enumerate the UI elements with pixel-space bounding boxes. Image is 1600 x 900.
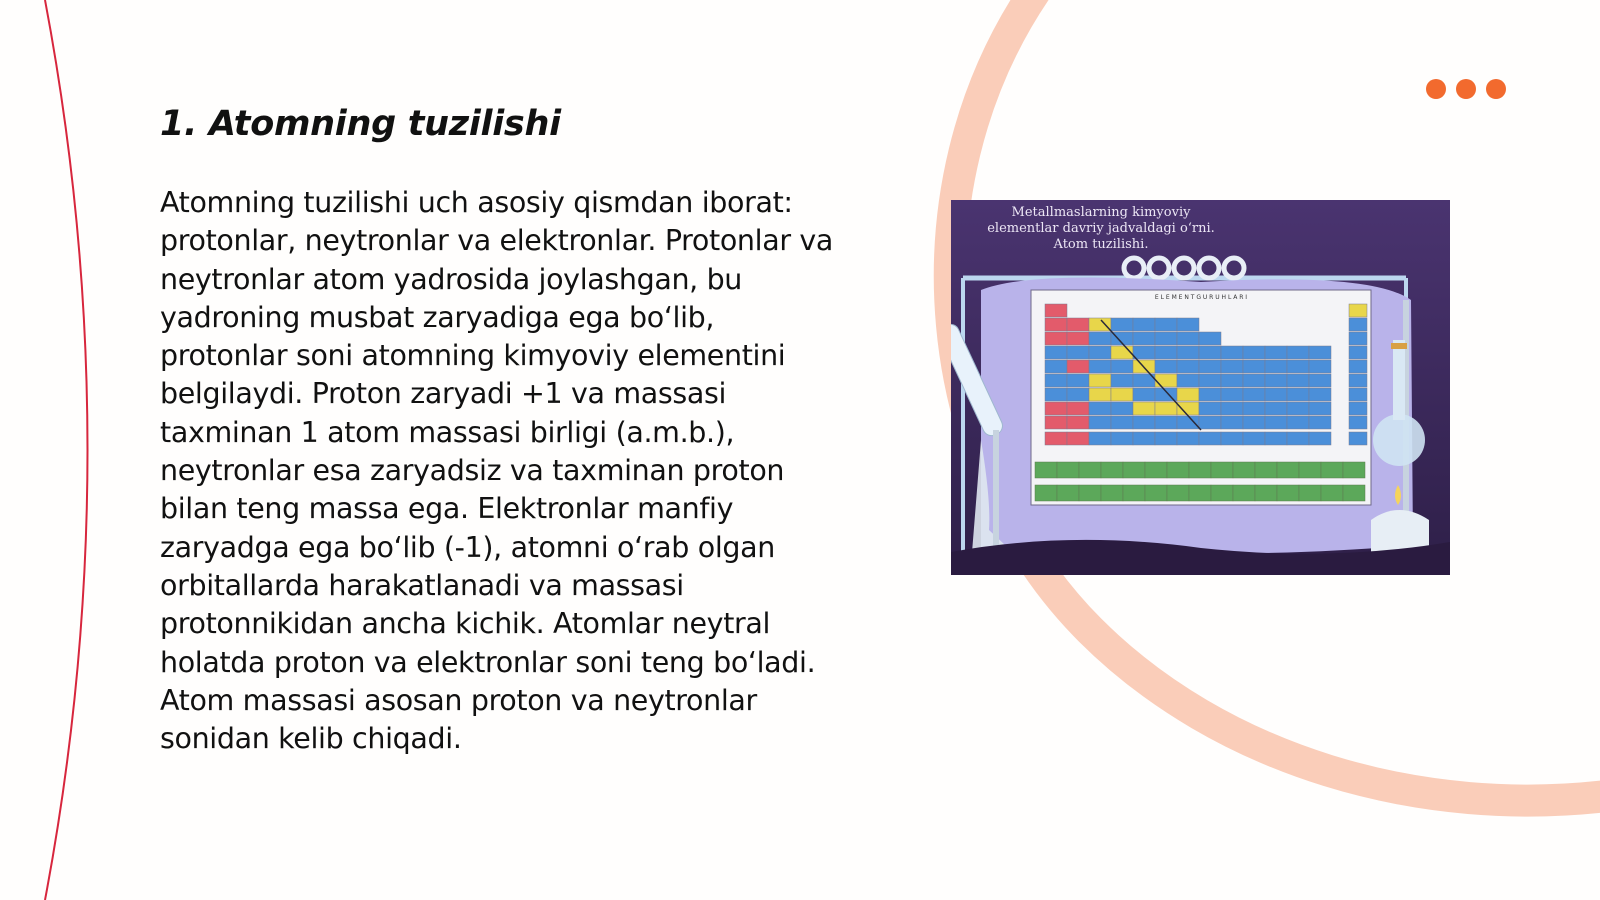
periodic-table-illustration: [951, 200, 1450, 575]
dot-icon: [1486, 79, 1506, 99]
left-accent-line: [45, 0, 88, 900]
slide-body-text: Atomning tuzilishi uch asosiy qismdan iborat: protonlar, neytronlar va elektronlar. Protonlar va neytronlar atom yadrosida joylashgan, bu yadroning musbat zaryadiga ega bo‘lib, protonlar soni atomning kimyoviy elementini belgilaydi. Proton zaryadi +1 va massasi taxminan 1 atom massasi birligi (a.m.b.), neytronlar esa zaryadsiz va taxminan proton bilan teng massa ega. Elektronlar manfiy zaryadga ega bo‘lib (-1), atomni o‘rab olgan orbitallarda harakatlanadi va massasi protonnikidan ancha kichik. Atomlar neytral holatda proton va elektronlar soni teng bo‘ladi. Atom massasi asosan proton va neytronlar sonidan kelib chiqadi.: [160, 186, 834, 756]
figure-caption-line-2: elementlar davriy jadvaldagi o‘rni.: [987, 221, 1215, 236]
three-dots-icon: [1426, 79, 1510, 101]
slide-title: 1. Atomning tuzilishi: [160, 104, 561, 144]
figure-caption-line-3: Atom tuzilishi.: [1053, 237, 1149, 252]
dot-icon: [1426, 79, 1446, 99]
table-header: E L E M E N T G U R U H L A R I: [1154, 294, 1248, 301]
figure-caption-line-1: Metallmaslarning kimyoviy: [1011, 205, 1191, 220]
dot-icon: [1456, 79, 1476, 99]
